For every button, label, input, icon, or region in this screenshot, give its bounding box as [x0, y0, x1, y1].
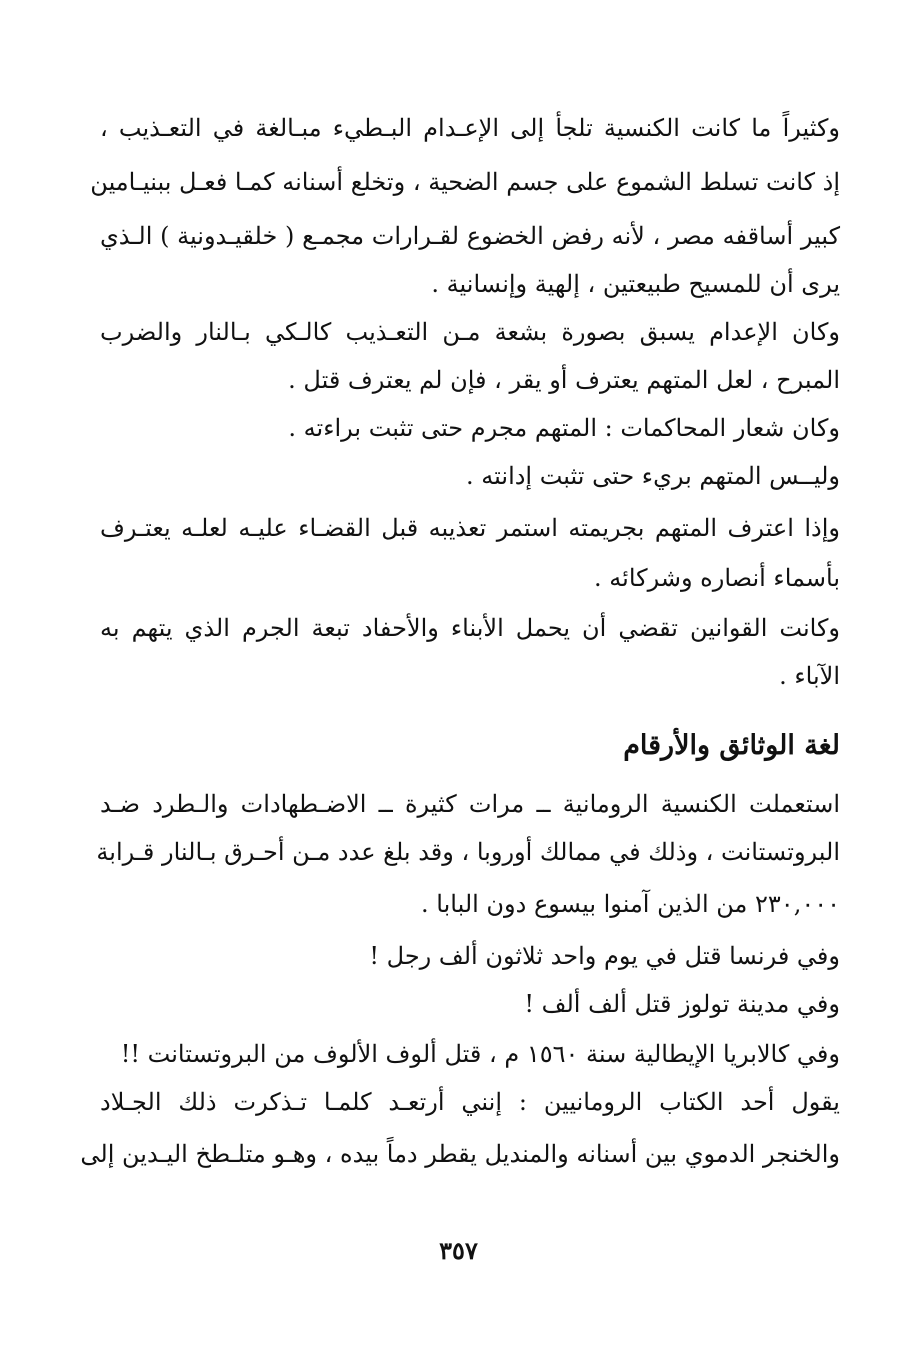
text-line: بأسماء أنصاره وشركائه .: [594, 564, 840, 592]
text-line: المبرح ، لعل المتهم يعترف أو يقر ، فإن لم يعترف قتل .: [288, 366, 840, 394]
text-line: يقول أحد الكتاب الرومانيين : إنني أرتعـد كلمـا تـذكرت ذلك الجـلاد: [100, 1088, 840, 1116]
text-line: وفي كالابريا الإيطالية سنة ١٥٦٠ م ، قتل ألوف الألوف من البروتستانت !!: [120, 1040, 840, 1068]
text-line: وكان شعار المحاكمات : المتهم مجرم حتى تثبت براءته .: [288, 414, 840, 442]
text-line: ٢٣٠,٠٠٠ من الذين آمنوا بيسوع دون البابا .: [421, 890, 840, 918]
text-line: وكانت القوانين تقضي أن يحمل الأبناء والأحفاد تبعة الجرم الذي يتهم به: [100, 614, 840, 642]
text-line: وكان الإعدام يسبق بصورة بشعة مـن التعـذيب كالـكي بـالنار والضرب: [100, 318, 840, 346]
text-line: كبير أساقفه مصر ، لأنه رفض الخضوع لقـرارات مجمـع ( خلقيـدونية ) الـذي: [100, 222, 840, 250]
text-line: إذ كانت تسلط الشموع على جسم الضحية ، وتخلع أسنانه كمـا فعـل ببنيـامين: [90, 168, 840, 196]
text-line: وفي فرنسا قتل في يوم واحد ثلاثون ألف رجل !: [369, 942, 840, 970]
page-number: ٣٥٧: [439, 1236, 478, 1265]
text-line: وكثيراً ما كانت الكنسية تلجأ إلى الإعـدام البـطيء مبـالغة في التعـذيب ،: [100, 114, 840, 142]
text-line: وإذا اعترف المتهم بجريمته استمر تعذيبه قبل القضـاء عليـه لعلـه يعتـرف: [100, 514, 840, 542]
text-line: البروتستانت ، وذلك في ممالك أوروبا ، وقد بلغ عدد مـن أحـرق بـالنار قـرابة: [96, 838, 840, 866]
text-line: والخنجر الدموي بين أسنانه والمنديل يقطر دماً بيده ، وهـو متلـطخ اليـدين إلى: [80, 1140, 840, 1168]
text-line: استعملت الكنسية الرومانية ــ مرات كثيرة ــ الاضـطهادات والـطرد ضـد: [100, 790, 841, 818]
text-line: الآباء .: [779, 662, 840, 690]
text-line: وليــس المتهم بريء حتى تثبت إدانته .: [466, 462, 840, 490]
text-line: وفي مدينة تولوز قتل ألف ألف !: [524, 990, 840, 1018]
section-heading: لغة الوثائق والأرقام: [623, 730, 840, 761]
text-line: يرى أن للمسيح طبيعتين ، إلهية وإنسانية .: [431, 270, 840, 298]
